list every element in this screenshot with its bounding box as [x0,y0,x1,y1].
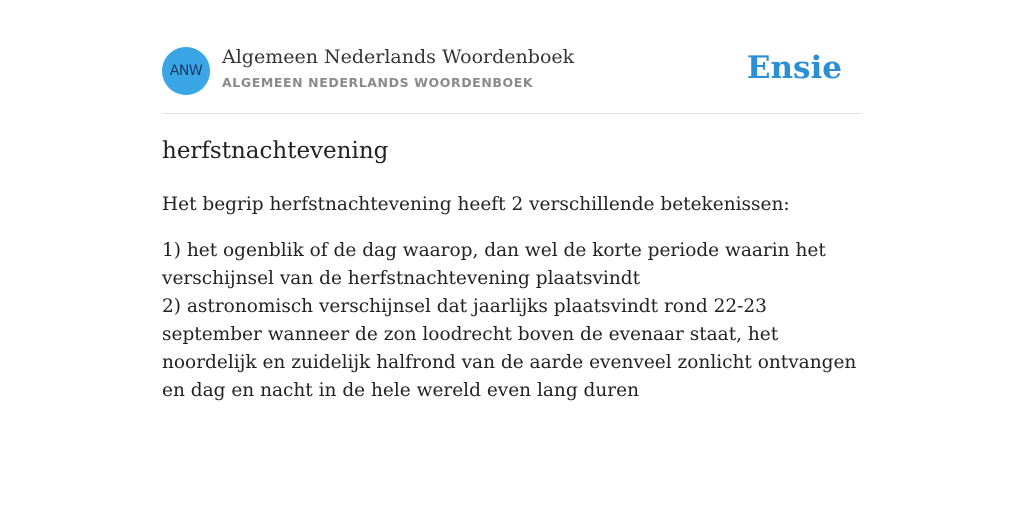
source-title[interactable]: Algemeen Nederlands Woordenboek [222,46,575,68]
meaning-item: 1) het ogenblik of de dag waarop, dan wel de korte periode waarin het verschijnsel van de herfstnachtevening plaatsvindt [162,240,826,289]
meaning-item: 2) astronomisch verschijnsel dat jaarlijks plaatsvindt rond 22-23 september wanneer de zon loodrecht boven de evenaar staat, het noordelijk en zuidelijk halfrond van de aarde evenveel zonlicht ontvangen en dag en nacht in de hele wereld even lang duren [162,296,857,401]
anw-logo[interactable] [162,47,210,95]
source-header [162,0,862,114]
ensie-logo[interactable]: Ensie [746,50,842,86]
term-title: herfstnachtevening [162,138,389,164]
definition-card [162,0,862,401]
logo-text: ANW [169,63,203,79]
source-subtitle: ALGEMEEN NEDERLANDS WOORDENBOEK [222,75,534,90]
intro-text: Het begrip herfstnachtevening heeft 2 verschillende betekenissen: [162,194,790,215]
meanings-list [162,237,862,405]
